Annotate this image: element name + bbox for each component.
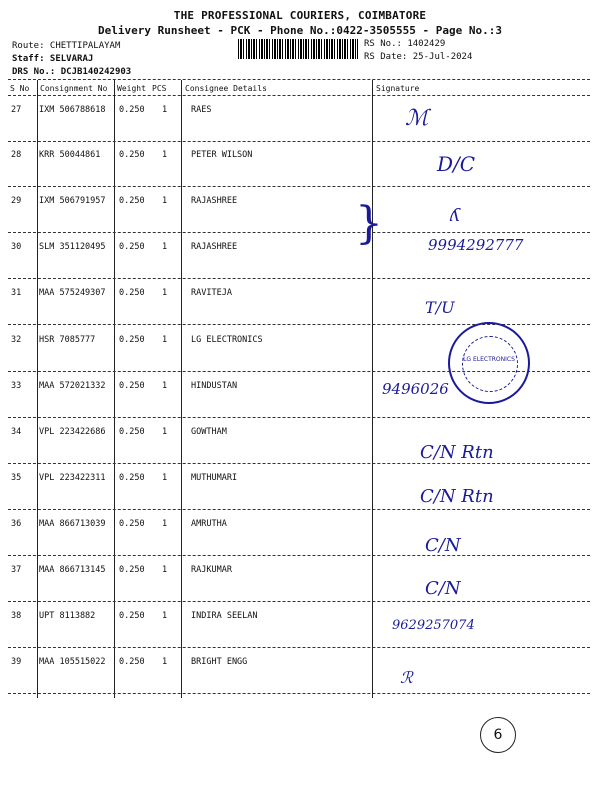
signature-scribble: ℛ [400, 668, 413, 687]
row-consignment-no: MAA 575249307 [39, 288, 106, 298]
row-consignment-no: SLM 351120495 [39, 242, 106, 252]
row-consignee: RAES [191, 105, 212, 115]
row-sno: 31 [11, 288, 22, 298]
row-weight: 0.250 [119, 150, 145, 160]
row-sno: 28 [11, 150, 22, 160]
row-consignee: INDIRA SEELAN [191, 611, 258, 621]
row-weight: 0.250 [119, 288, 145, 298]
row-weight: 0.250 [119, 427, 145, 437]
handwriting-phone-38: 9629257074 [392, 618, 475, 633]
row-separator [8, 555, 590, 556]
row-separator [8, 647, 590, 648]
handwriting-cn-36: C/N [425, 535, 461, 556]
row-pcs: 1 [162, 288, 168, 298]
row-sno: 30 [11, 242, 22, 252]
row-consignment-no: MAA 866713145 [39, 565, 106, 575]
row-pcs: 1 [162, 519, 168, 529]
rs-date: RS Date: 25-Jul-2024 [364, 52, 473, 62]
row-pcs: 1 [162, 611, 168, 621]
row-weight: 0.250 [119, 473, 145, 483]
col-consignee: Consignee Details [185, 84, 267, 93]
col-signature: Signature [376, 84, 420, 93]
row-pcs: 1 [162, 242, 168, 252]
row-separator [8, 186, 590, 187]
row-sno: 32 [11, 335, 22, 345]
row-sno: 36 [11, 519, 22, 529]
row-consignment-no: UPT 8113882 [39, 611, 96, 621]
row-consignee: RAJASHREE [191, 196, 238, 206]
row-weight: 0.250 [119, 519, 145, 529]
col-pcs: PCS [152, 84, 167, 93]
route-label: Route: CHETTIPALAYAM [12, 41, 121, 51]
row-pcs: 1 [162, 473, 168, 483]
col-sno: S No [10, 84, 30, 93]
row-consignee: MUTHUMARI [191, 473, 238, 483]
handwriting-cn-rtn-35: C/N Rtn [420, 486, 494, 507]
row-sno: 39 [11, 657, 22, 667]
handwriting-phone-33: 9496026 [382, 380, 449, 398]
handwriting-tu: T/U [425, 298, 455, 317]
row-consignee: BRIGHT ENGG [191, 657, 248, 667]
row-sno: 27 [11, 105, 22, 115]
row-weight: 0.250 [119, 565, 145, 575]
row-consignment-no: VPL 223422686 [39, 427, 106, 437]
row-weight: 0.250 [119, 611, 145, 621]
row-separator [8, 509, 590, 510]
signature-scribble: ℳ [405, 106, 429, 131]
row-consignee: PETER WILSON [191, 150, 253, 160]
page-mark: 6 [480, 717, 516, 753]
row-consignee: RAVITEJA [191, 288, 232, 298]
handwriting-dc: D/C [437, 152, 476, 176]
row-separator [8, 693, 590, 694]
row-consignee: HINDUSTAN [191, 381, 238, 391]
col-divider [372, 80, 373, 698]
company-stamp: LG ELECTRONICS [448, 322, 530, 404]
runsheet-subtitle: Delivery Runsheet - PCK - Phone No.:0422-3505555 - Page No.:3 [98, 24, 502, 37]
handwriting-phone-30: 9994292777 [428, 236, 524, 254]
col-consignment: Consignment No [40, 84, 108, 93]
header-bottom-rule [8, 95, 590, 96]
row-weight: 0.250 [119, 196, 145, 206]
col-divider [181, 80, 182, 698]
row-consignment-no: HSR 7085777 [39, 335, 96, 345]
header-top-rule [8, 79, 590, 80]
row-pcs: 1 [162, 150, 168, 160]
handwriting-cn-37: C/N [425, 578, 461, 599]
row-pcs: 1 [162, 565, 168, 575]
col-divider [37, 80, 38, 698]
row-pcs: 1 [162, 196, 168, 206]
brace-mark: } [355, 198, 383, 249]
row-separator [8, 141, 590, 142]
row-consignee: GOWTHAM [191, 427, 227, 437]
row-consignee: AMRUTHA [191, 519, 227, 529]
row-weight: 0.250 [119, 242, 145, 252]
col-weight: Weight [117, 84, 146, 93]
company-title: THE PROFESSIONAL COURIERS, COIMBATORE [173, 9, 427, 22]
row-consignment-no: IXM 506788618 [39, 105, 106, 115]
row-consignee: RAJKUMAR [191, 565, 232, 575]
row-pcs: 1 [162, 657, 168, 667]
row-consignment-no: VPL 223422311 [39, 473, 106, 483]
row-consignee: RAJASHREE [191, 242, 238, 252]
row-consignment-no: MAA 572021332 [39, 381, 106, 391]
row-weight: 0.250 [119, 335, 145, 345]
row-consignee: LG ELECTRONICS [191, 335, 263, 345]
row-consignment-no: MAA 105515022 [39, 657, 106, 667]
row-sno: 33 [11, 381, 22, 391]
staff-label: Staff: SELVARAJ [12, 54, 94, 64]
row-pcs: 1 [162, 427, 168, 437]
signature-scribble: ʎ [450, 205, 461, 226]
row-sno: 35 [11, 473, 22, 483]
row-pcs: 1 [162, 335, 168, 345]
row-separator [8, 278, 590, 279]
rs-number: RS No.: 1402429 [364, 39, 446, 49]
row-separator [8, 601, 590, 602]
row-pcs: 1 [162, 105, 168, 115]
row-sno: 29 [11, 196, 22, 206]
row-sno: 37 [11, 565, 22, 575]
row-separator [8, 417, 590, 418]
row-separator [8, 463, 590, 464]
drs-label: DRS No.: DCJB140242903 [12, 67, 132, 77]
row-consignment-no: MAA 866713039 [39, 519, 106, 529]
row-separator [8, 232, 590, 233]
row-sno: 34 [11, 427, 22, 437]
row-weight: 0.250 [119, 105, 145, 115]
col-divider [114, 80, 115, 698]
barcode [238, 39, 358, 59]
row-weight: 0.250 [119, 657, 145, 667]
row-consignment-no: KRR 50044861 [39, 150, 101, 160]
row-weight: 0.250 [119, 381, 145, 391]
row-pcs: 1 [162, 381, 168, 391]
row-consignment-no: IXM 506791957 [39, 196, 106, 206]
row-sno: 38 [11, 611, 22, 621]
handwriting-cn-rtn-34: C/N Rtn [420, 442, 494, 463]
